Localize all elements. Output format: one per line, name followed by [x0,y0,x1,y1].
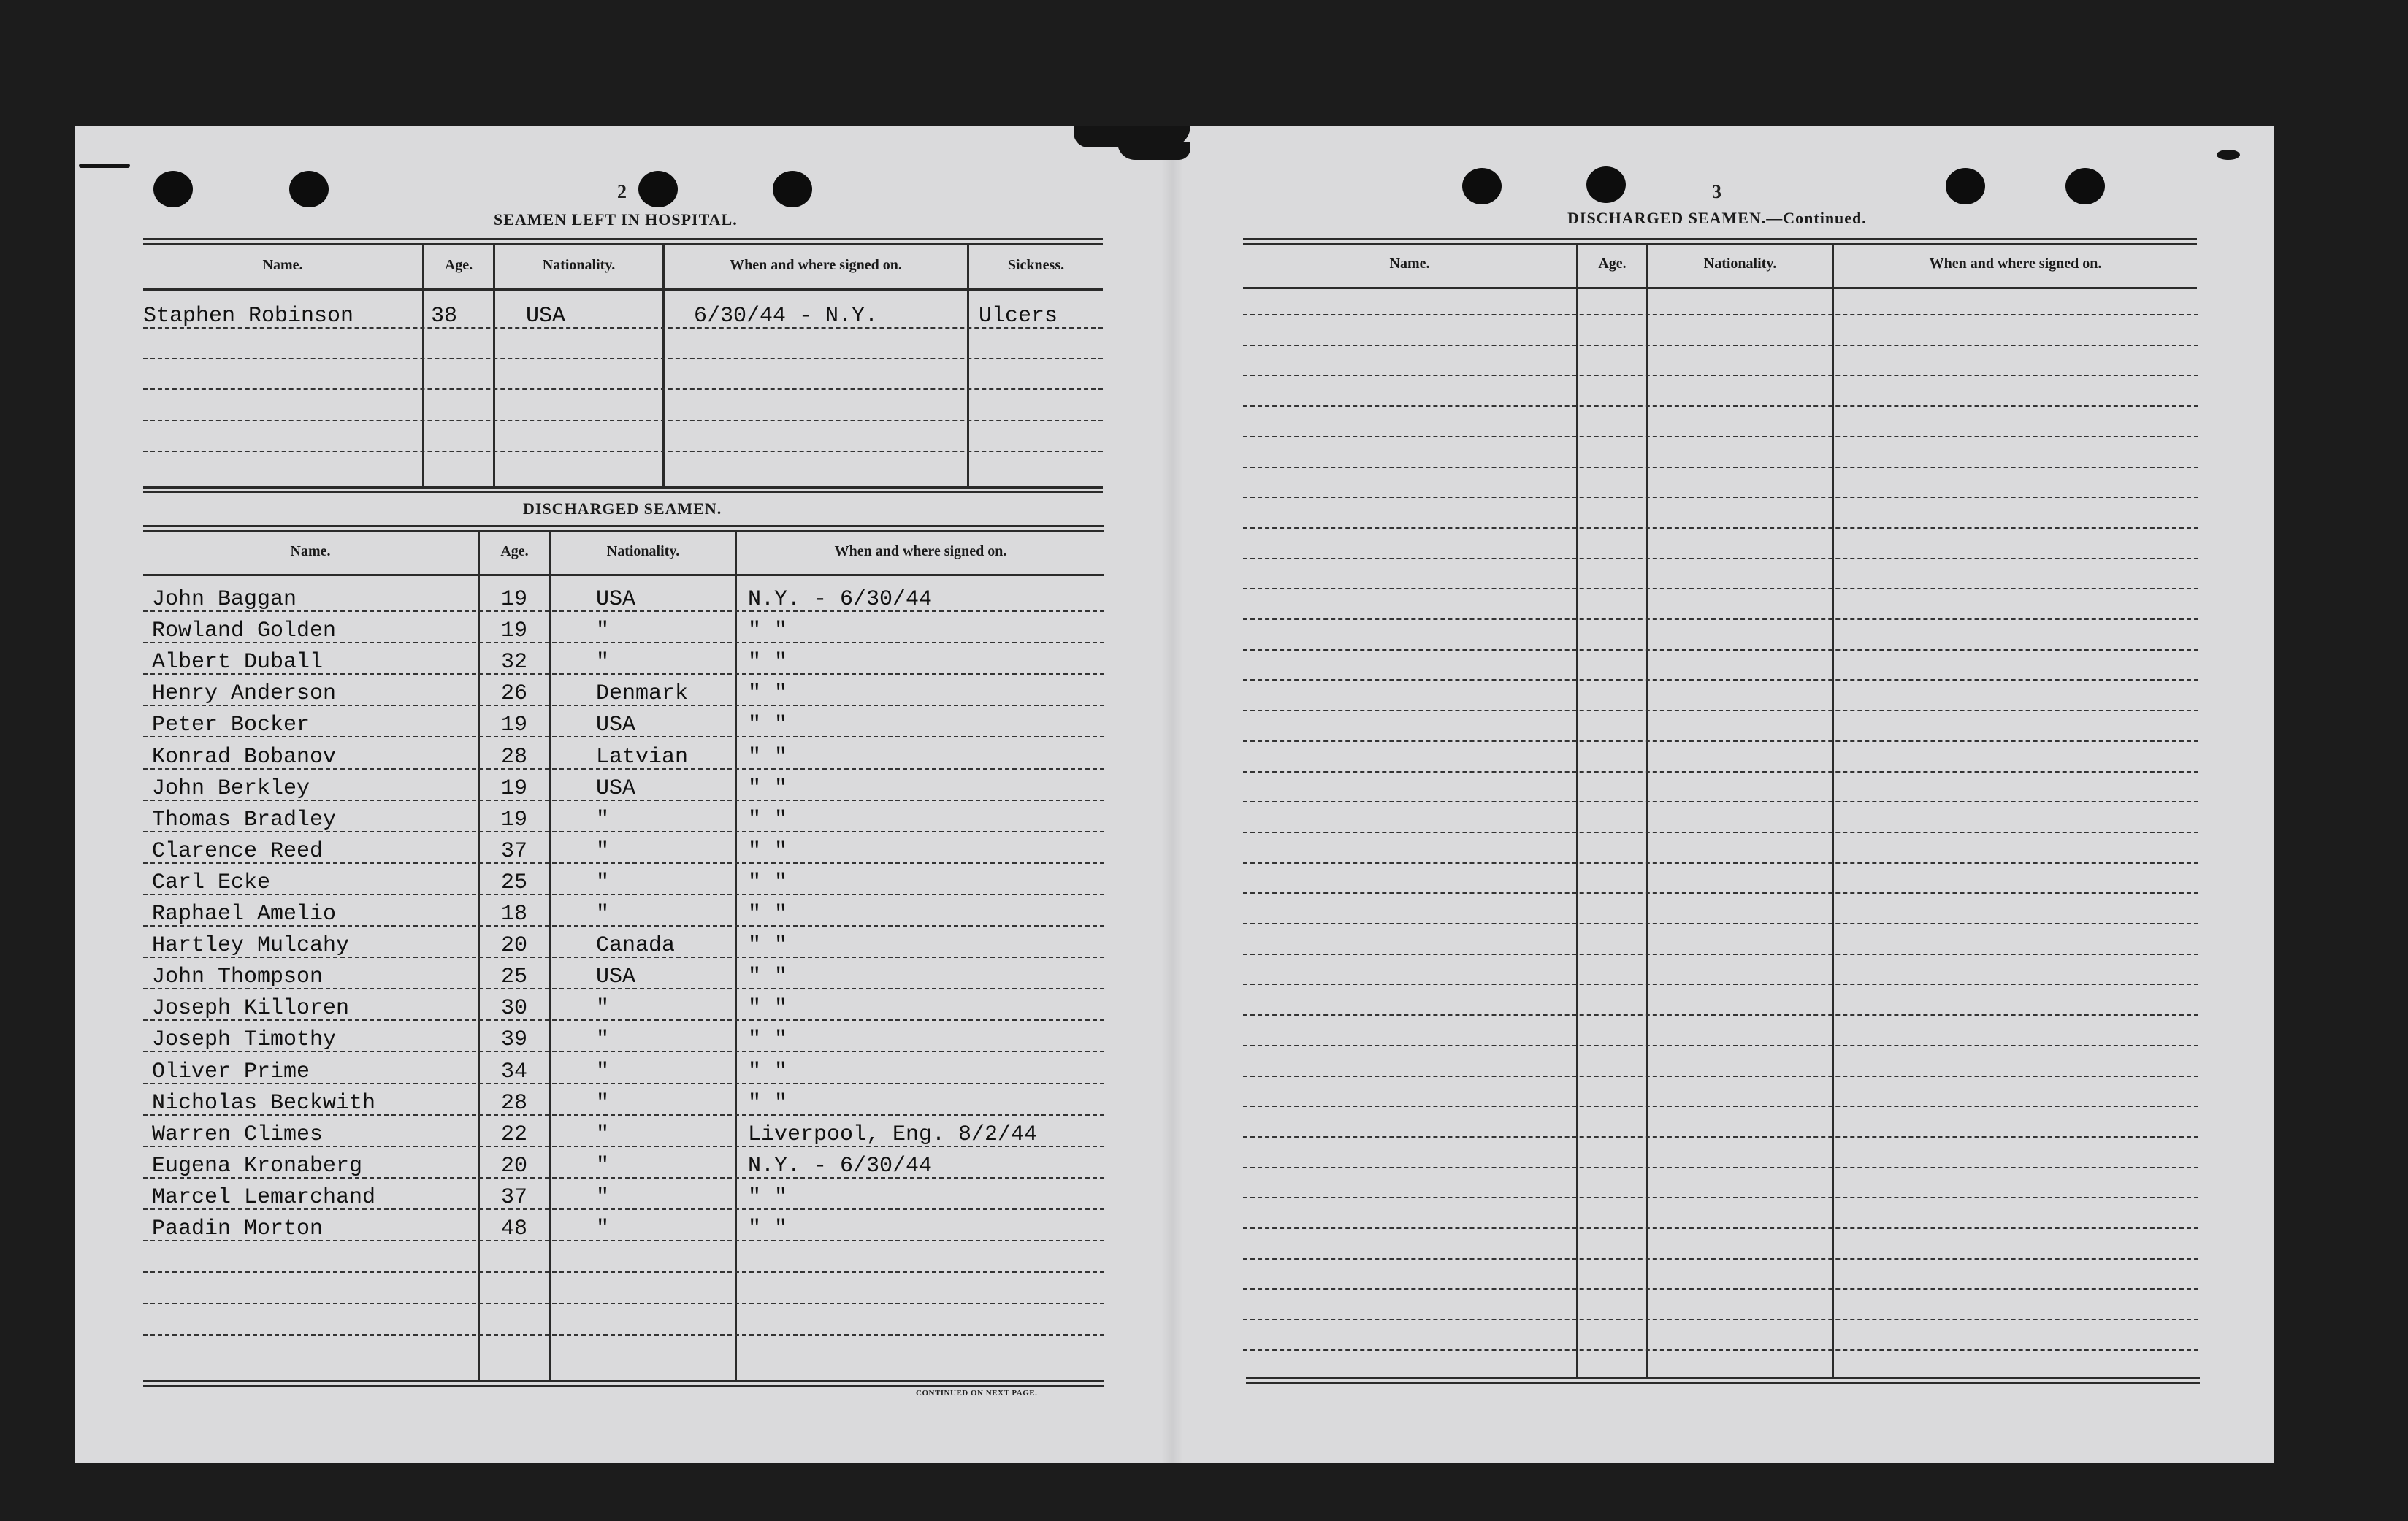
discharged-nationality-cell: USA [596,587,636,612]
discharged-signed-on-cell: " " [748,681,788,706]
discharged-name-cell: Joseph Timothy [152,1027,337,1052]
hospital-col-signed-on: When and where signed on. [730,257,902,273]
discharged-age-cell: 18 [501,902,528,927]
discharged-signed-on-cell: " " [748,745,788,770]
continued-footnote: CONTINUED ON NEXT PAGE. [916,1389,1038,1398]
discharged-nationality-cell: USA [596,776,636,801]
right-col-divider [1832,245,1834,1377]
discharged-signed-on-cell: " " [748,996,788,1021]
discharged-name-cell: Oliver Prime [152,1060,310,1084]
discharged-age-cell: 25 [501,870,528,895]
discharged-nationality-cell: " [596,808,610,832]
discharged-name-cell: Thomas Bradley [152,808,337,832]
discharged-nationality-cell: USA [596,713,636,737]
discharged-name-cell: Henry Anderson [152,681,337,706]
hospital-row-line [143,358,1103,359]
discharged-age-cell: 19 [501,587,528,612]
right-row-line [1243,1045,2198,1046]
right-table-bottom-rule [1246,1377,2200,1379]
discharged-nationality-cell: " [596,996,610,1021]
discharged-name-cell: John Baggan [152,587,297,612]
hospital-table-bottom-rule-2 [143,491,1103,493]
hospital-age-cell: 38 [431,304,458,329]
discharged-signed-on-cell: " " [748,1217,788,1241]
discharged-nationality-cell: " [596,618,610,643]
discharged-age-cell: 28 [501,1091,528,1116]
discharged-age-cell: 22 [501,1122,528,1147]
right-col-name: Name. [1389,256,1430,272]
discharged-age-cell: 37 [501,1185,528,1210]
discharged-signed-on-cell: Liverpool, Eng. 8/2/44 [748,1122,1038,1147]
right-row-line [1243,345,2198,346]
page-number: 3 [1712,181,1721,202]
punch-hole [2065,168,2105,204]
discharged-signed-on-cell: " " [748,870,788,895]
discharged-signed-on-cell: " " [748,1185,788,1210]
discharged-name-cell: Clarence Reed [152,839,324,864]
discharged-nationality-cell: " [596,839,610,864]
right-row-line [1243,771,2198,773]
right-row-line [1243,436,2198,437]
page-number: 2 [617,181,627,202]
punch-hole [1946,168,1985,204]
right-row-line [1243,679,2198,681]
discharged-row-line [143,1271,1104,1273]
discharged-signed-on-cell: " " [748,965,788,989]
right-col-divider [1576,245,1578,1377]
discharged-age-cell: 34 [501,1060,528,1084]
right-row-line [1243,1136,2198,1138]
discharged-signed-on-cell: " " [748,1027,788,1052]
torn-edge-mark [1117,142,1190,160]
discharged-signed-on-cell: N.Y. - 6/30/44 [748,1154,933,1179]
right-row-line [1243,1106,2198,1107]
hospital-nationality-cell: USA [526,304,566,329]
discharged-nationality-cell: " [596,1185,610,1210]
discharged-nationality-cell: " [596,902,610,927]
discharged-table-bottom-rule-2 [143,1385,1104,1387]
discharged-nationality-cell: " [596,650,610,675]
discharged-col-nationality: Nationality. [606,543,680,559]
right-row-line [1243,1014,2198,1016]
right-row-line [1243,314,2198,315]
discharged-nationality-cell: USA [596,965,636,989]
right-row-line [1243,892,2198,894]
discharged-name-cell: Joseph Killoren [152,996,350,1021]
hospital-name-cell: Staphen Robinson [143,304,354,329]
discharged-header-rule [143,574,1104,576]
discharged-name-cell: Warren Climes [152,1122,324,1147]
discharged-col-name: Name. [290,543,331,559]
discharged-age-cell: 28 [501,745,528,770]
discharged-age-cell: 20 [501,933,528,958]
right-row-line [1243,527,2198,529]
right-header-rule [1243,287,2197,289]
hospital-row-line [143,451,1103,452]
right-row-line [1243,954,2198,955]
discharged-nationality-cell: " [596,1122,610,1147]
discharged-nationality-cell: " [596,1060,610,1084]
right-row-line [1243,1288,2198,1290]
hospital-table-bottom-rule [143,486,1103,489]
hospital-table-top-rule [143,238,1103,240]
right-row-line [1243,1319,2198,1320]
discharged-nationality-cell: " [596,1154,610,1179]
right-table-bottom-rule-2 [1246,1382,2200,1384]
discharged-signed-on-cell: " " [748,902,788,927]
discharged-nationality-cell: " [596,1091,610,1116]
discharged-signed-on-cell: " " [748,808,788,832]
right-col-signed-on: When and where signed on. [1929,256,2102,272]
discharged-signed-on-cell: " " [748,713,788,737]
right-row-line [1243,558,2198,559]
discharged-age-cell: 19 [501,713,528,737]
discharged-signed-on-cell: " " [748,650,788,675]
hospital-col-name: Name. [262,257,303,273]
discharged-age-cell: 19 [501,618,528,643]
discharged-name-cell: Konrad Bobanov [152,745,337,770]
right-row-line [1243,1349,2198,1351]
discharged-signed-on-cell: N.Y. - 6/30/44 [748,587,933,612]
discharged-age-cell: 39 [501,1027,528,1052]
discharged-name-cell: Eugena Kronaberg [152,1154,363,1179]
right-row-line [1243,1258,2198,1260]
hospital-section-title: SEAMEN LEFT IN HOSPITAL. [494,210,738,229]
discharged-name-cell: Raphael Amelio [152,902,337,927]
discharged-age-cell: 32 [501,650,528,675]
hospital-row-line [143,388,1103,390]
right-row-line [1243,710,2198,711]
right-row-line [1243,1197,2198,1198]
discharged-age-cell: 37 [501,839,528,864]
discharged-age-cell: 30 [501,996,528,1021]
hospital-table-top-rule-2 [143,243,1103,245]
discharged-row-line [143,1334,1104,1336]
discharged-table-top-rule [143,525,1104,527]
discharged-row-line [143,1303,1104,1304]
right-row-line [1243,588,2198,589]
discharged-name-cell: John Berkley [152,776,310,801]
discharged-signed-on-cell: " " [748,618,788,643]
discharged-row-line [143,894,1104,895]
discharged-col-age: Age. [500,543,529,559]
punch-hole [773,171,812,207]
right-row-line [1243,497,2198,498]
right-row-line [1243,832,2198,833]
discharged-name-cell: Rowland Golden [152,618,337,643]
hospital-col-sickness: Sickness. [1007,257,1065,273]
right-row-line [1243,618,2198,620]
right-table-top-rule-2 [1243,243,2197,245]
right-row-line [1243,1167,2198,1168]
right-row-line [1243,923,2198,924]
right-table-top-rule [1243,238,2197,240]
page-gutter [1161,126,1183,1463]
continued-section-title: DISCHARGED SEAMEN.—Continued. [1567,209,1867,227]
hospital-col-age: Age. [444,257,473,273]
discharged-name-cell: Albert Duball [152,650,324,675]
right-row-line [1243,1227,2198,1229]
discharged-nationality-cell: Denmark [596,681,689,706]
discharged-age-cell: 48 [501,1217,528,1241]
hospital-signed-on-cell: 6/30/44 - N.Y. [694,304,879,329]
discharged-col-signed-on: When and where signed on. [834,543,1007,559]
hospital-row-line [143,420,1103,421]
discharged-signed-on-cell: " " [748,1060,788,1084]
discharged-name-cell: Hartley Mulcahy [152,933,350,958]
discharged-name-cell: Paadin Morton [152,1217,324,1241]
discharged-signed-on-cell: " " [748,933,788,958]
discharged-nationality-cell: Latvian [596,745,689,770]
discharged-name-cell: John Thompson [152,965,324,989]
right-col-divider [1646,245,1648,1377]
discharged-nationality-cell: " [596,870,610,895]
hospital-header-rule [143,288,1103,291]
right-page [1128,126,2274,1463]
torn-edge-mark [79,164,130,168]
discharged-name-cell: Marcel Lemarchand [152,1185,376,1210]
discharged-table-top-rule-2 [143,530,1104,532]
punch-hole [289,171,329,207]
discharged-age-cell: 20 [501,1154,528,1179]
right-col-age: Age. [1598,256,1627,272]
right-row-line [1243,862,2198,864]
discharged-signed-on-cell: " " [748,839,788,864]
right-row-line [1243,1076,2198,1077]
torn-edge-mark [2217,150,2240,160]
hospital-col-nationality: Nationality. [542,257,616,273]
discharged-name-cell: Peter Bocker [152,713,310,737]
discharged-table-bottom-rule [143,1380,1104,1382]
punch-hole [153,171,193,207]
discharged-nationality-cell: " [596,1027,610,1052]
discharged-signed-on-cell: " " [748,776,788,801]
discharged-age-cell: 19 [501,776,528,801]
punch-hole [1586,166,1626,203]
discharged-nationality-cell: Canada [596,933,676,958]
hospital-sickness-cell: Ulcers [979,304,1058,329]
right-row-line [1243,405,2198,407]
discharged-name-cell: Nicholas Beckwith [152,1091,376,1116]
right-row-line [1243,984,2198,985]
discharged-name-cell: Carl Ecke [152,870,271,895]
punch-hole [638,171,678,207]
discharged-signed-on-cell: " " [748,1091,788,1116]
discharged-nationality-cell: " [596,1217,610,1241]
discharged-section-title: DISCHARGED SEAMEN. [523,499,722,518]
right-row-line [1243,801,2198,802]
right-row-line [1243,375,2198,376]
discharged-age-cell: 25 [501,965,528,989]
discharged-age-cell: 26 [501,681,528,706]
right-row-line [1243,649,2198,651]
punch-hole [1462,168,1502,204]
right-col-nationality: Nationality. [1703,256,1777,272]
right-row-line [1243,740,2198,742]
right-row-line [1243,467,2198,468]
discharged-age-cell: 19 [501,808,528,832]
